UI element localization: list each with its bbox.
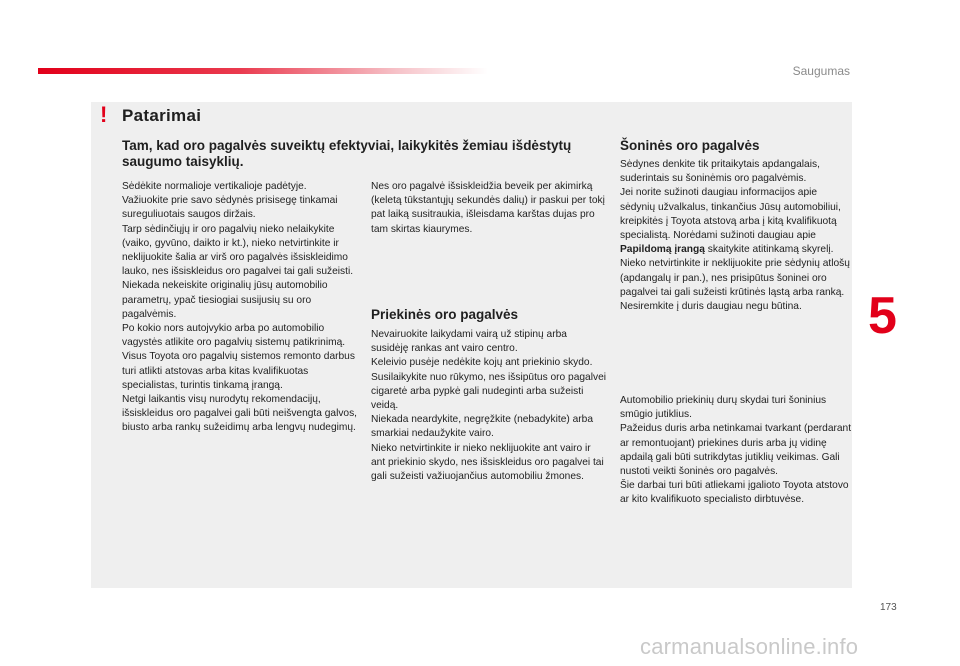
side-text-part-1: Sėdynes denkite tik pritaikytais apdangalais, suderintais su šoninėmis oro pagalvėmis. Jei norite sužinoti daugiau informacijos apie sėdynių užvalkalus, tinkančius Jūsų automobiliui, kreipkitės į Toyota atstovą arba į kitą kvalifikuotą specialistą. Norėdami sužinoti daugiau apie bbox=[620, 159, 841, 242]
side-airbags-text bbox=[620, 158, 852, 314]
general-rules-text: Sėdėkite normalioje vertikalioje padėtyje. Važiuokite prie savo sėdynės prisisegę tinkamai sureguliuotais saugos diržais. Tarp sėdinčiųjų ir oro pagalvių nieko nelaikykite (vaiko, gyvūno, daikto ir kt.), nieko netvirtinkite ir neklijuokite šalia ar virš oro pagalvės išsiskleidimo lauko, nes išsiskleidus oro pagalvei tai gali sužeisti. Niekada nekeiskite originalių jūsų automobilio parametrų, ypač tiesiogiai susijusių su oro pagalvėmis. Po kokio nors autojvykio arba po automobilio vagystės atlikite oro pagalvių sistemų patikrinimą. Visus Toyota oro pagalvių sistemos remonto darbus turi atlikti atstovas arba kitas kvalifikuotas specialistas, turintis tinkamą įrangą. Netgi laikantis visų nurodytų rekomendacijų, išsiskleidus oro pagalvei gali būti neišvengta galvos, biusto arba rankų sužeidimų arba lengvų nudegimų. bbox=[122, 181, 358, 434]
front-airbags-heading: Priekinės oro pagalvės bbox=[371, 307, 519, 322]
door-sensors-text: Automobilio priekinių durų skydai turi šoninius smūgio jutiklius. Pažeidus duris arba netinkamai tvarkant (perdarant ar remontuojant) priekines duris arba jų vidinę apdailą gali būti sutrikdytas jutiklių veikimas. Gali nustoti veikti šoninės oro pagalvės. Šie darbai turi būti atliekami įgalioto Toyota atstovo ar kito kvalifikuoto specialisto dirbtuvėse. bbox=[620, 395, 852, 506]
side-text-part-2: skaitykite atitinkamą skyrelį. Nieko netvirtinkite ir neklijuokite prie sėdynių atlošų (apdangalų ir pan.), nes prisipūtus šoninei oro pagalvei tai gali sužeisti krūtinės ląstą arba ranką. Nesiremkite į duris daugiau negu būtina. bbox=[620, 244, 850, 313]
watermark: carmanualsonline.info bbox=[640, 634, 859, 659]
side-airbags-heading: Šoninės oro pagalvės bbox=[620, 138, 760, 153]
header-accent-bar bbox=[38, 68, 488, 74]
main-heading: Tam, kad oro pagalvės suveiktų efektyviai, laikykitės žemiau išdėstytų saugumo taisyklių. bbox=[122, 138, 572, 169]
panel-title: Patarimai bbox=[122, 106, 202, 125]
chapter-number: 5 bbox=[868, 287, 897, 345]
accessories-link-text: Papildomą įrangą bbox=[620, 244, 705, 256]
front-airbags-text: Nevairuokite laikydami vairą už stipinų arba susidėję rankas ant vairo centro. Keleivio pusėje nedėkite kojų ant priekinio skydo. Susilaikykite nuo rūkymo, nes išsipūtus oro pagalvei cigaretė arba pypkė gali nudeginti arba sužeisti veidą. Niekada neardykite, negręžkite (nebadykite) arba smarkiai nedaužykite vairo. Nieko netvirtinkite ir nieko neklijuokite ant vairo ir ant priekinio skydo, nes išsiskleidus oro pagalvei tai gali sužeisti važiuojančius automobiliu žmones. bbox=[371, 329, 606, 483]
page-number: 173 bbox=[880, 602, 897, 613]
section-title: Saugumas bbox=[792, 64, 850, 78]
exclamation-icon: ! bbox=[100, 102, 108, 127]
deployment-text: Nes oro pagalvė išsiskleidžia beveik per akimirką (keletą tūkstantųjų sekundės dalių) ir paskui per tokį pat laiką susitraukia, išleisdama karštas dujas pro tam skirtas kiaurymes. bbox=[371, 181, 605, 235]
